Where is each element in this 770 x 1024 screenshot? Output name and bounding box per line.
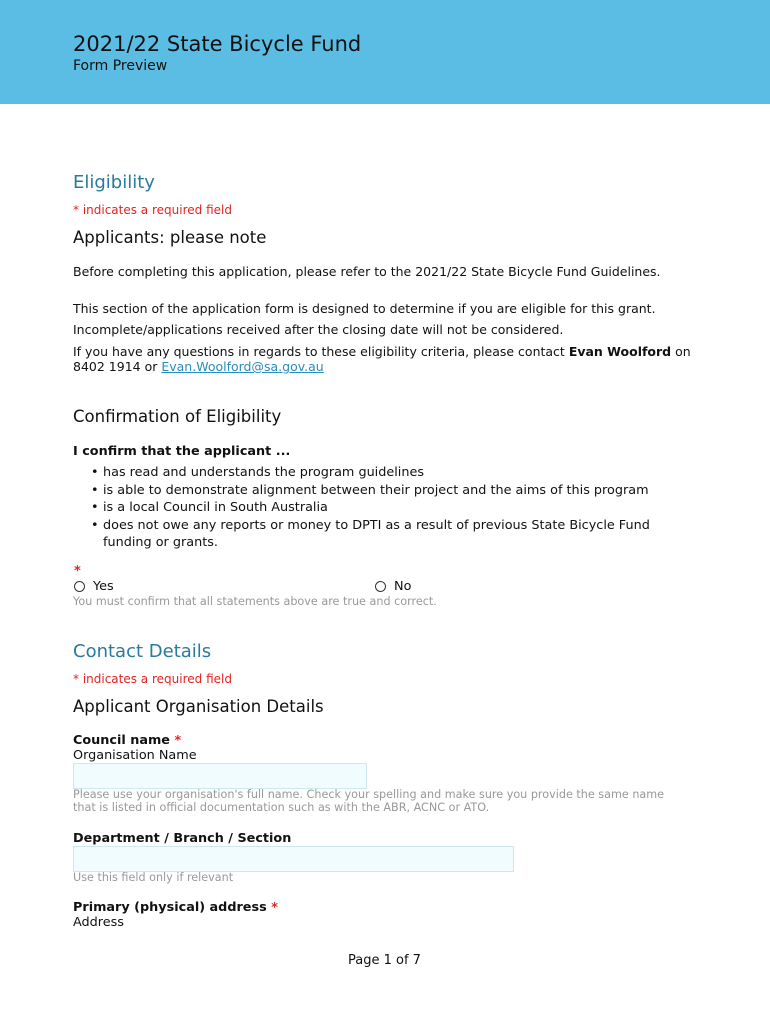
applicants-note-title: Applicants: please note	[73, 228, 267, 247]
council-name-label-text: Council name	[73, 733, 170, 748]
address-sublabel: Address	[73, 915, 124, 930]
form-title: 2021/22 State Bicycle Fund	[73, 32, 362, 56]
paragraph-contact	[73, 344, 693, 374]
department-hint: Use this field only if relevant	[73, 871, 234, 884]
primary-address-label-text: Primary (physical) address	[73, 900, 267, 915]
section-title-contact: Contact Details	[73, 641, 212, 662]
confirmation-hint: You must confirm that all statements above are true and correct.	[73, 595, 437, 608]
eligibility-criteria-list	[91, 464, 671, 552]
page-number: Page 1 of 7	[348, 953, 421, 968]
criteria-item: • has read and understands the program guidelines	[91, 464, 671, 482]
required-star: *	[74, 564, 81, 579]
section-title-eligibility: Eligibility	[73, 172, 155, 193]
contact-email-link[interactable]: Evan.Woolford@sa.gov.au	[161, 359, 324, 374]
required-field-note: * indicates a required field	[73, 672, 232, 686]
criteria-item: • is able to demonstrate alignment between their project and the aims of this program	[91, 482, 671, 500]
required-star: *	[174, 733, 182, 748]
contact-phone-text: on 8402 1914 or	[73, 344, 691, 374]
org-details-title: Applicant Organisation Details	[73, 697, 324, 716]
required-field-note: * indicates a required field	[73, 203, 232, 217]
form-header	[0, 0, 770, 104]
organisation-name-hint: Please use your organisation's full name. Check your spelling and make sure you provide the same name that is listed in official documentation such as with the ABR, ACNC or ATO.	[73, 788, 665, 814]
paragraph-guidelines: Before completing this application, please refer to the 2021/22 State Bicycle Fund Guidelines.	[73, 264, 661, 279]
department-input[interactable]	[73, 846, 514, 872]
radio-yes-label: Yes	[93, 579, 114, 594]
paragraph-section-purpose: This section of the application form is designed to determine if you are eligible for this grant.	[73, 301, 656, 316]
confirmation-lead: I confirm that the applicant ...	[73, 444, 291, 459]
criteria-item: • is a local Council in South Australia	[91, 499, 671, 517]
contact-name: Evan Woolford	[568, 344, 672, 359]
organisation-name-input[interactable]	[73, 763, 367, 789]
paragraph-closing-date: Incomplete/applications received after the closing date will not be considered.	[73, 322, 564, 337]
confirmation-title: Confirmation of Eligibility	[73, 407, 282, 426]
radio-circle-icon[interactable]	[375, 581, 386, 592]
criteria-item: • does not owe any reports or money to DPTI as a result of previous State Bicycle Fund funding or grants.	[91, 517, 671, 552]
primary-address-label	[73, 900, 278, 915]
radio-no-label: No	[394, 579, 412, 594]
radio-no[interactable]	[375, 579, 411, 594]
required-star: *	[271, 900, 278, 915]
radio-yes[interactable]	[74, 579, 114, 594]
form-subtitle: Form Preview	[73, 58, 168, 74]
department-label: Department / Branch / Section	[73, 831, 292, 846]
contact-text: If you have any questions in regards to these eligibility criteria, please contact	[73, 344, 569, 359]
council-name-label	[73, 733, 181, 748]
radio-circle-icon[interactable]	[74, 581, 85, 592]
organisation-name-sublabel: Organisation Name	[73, 748, 197, 763]
